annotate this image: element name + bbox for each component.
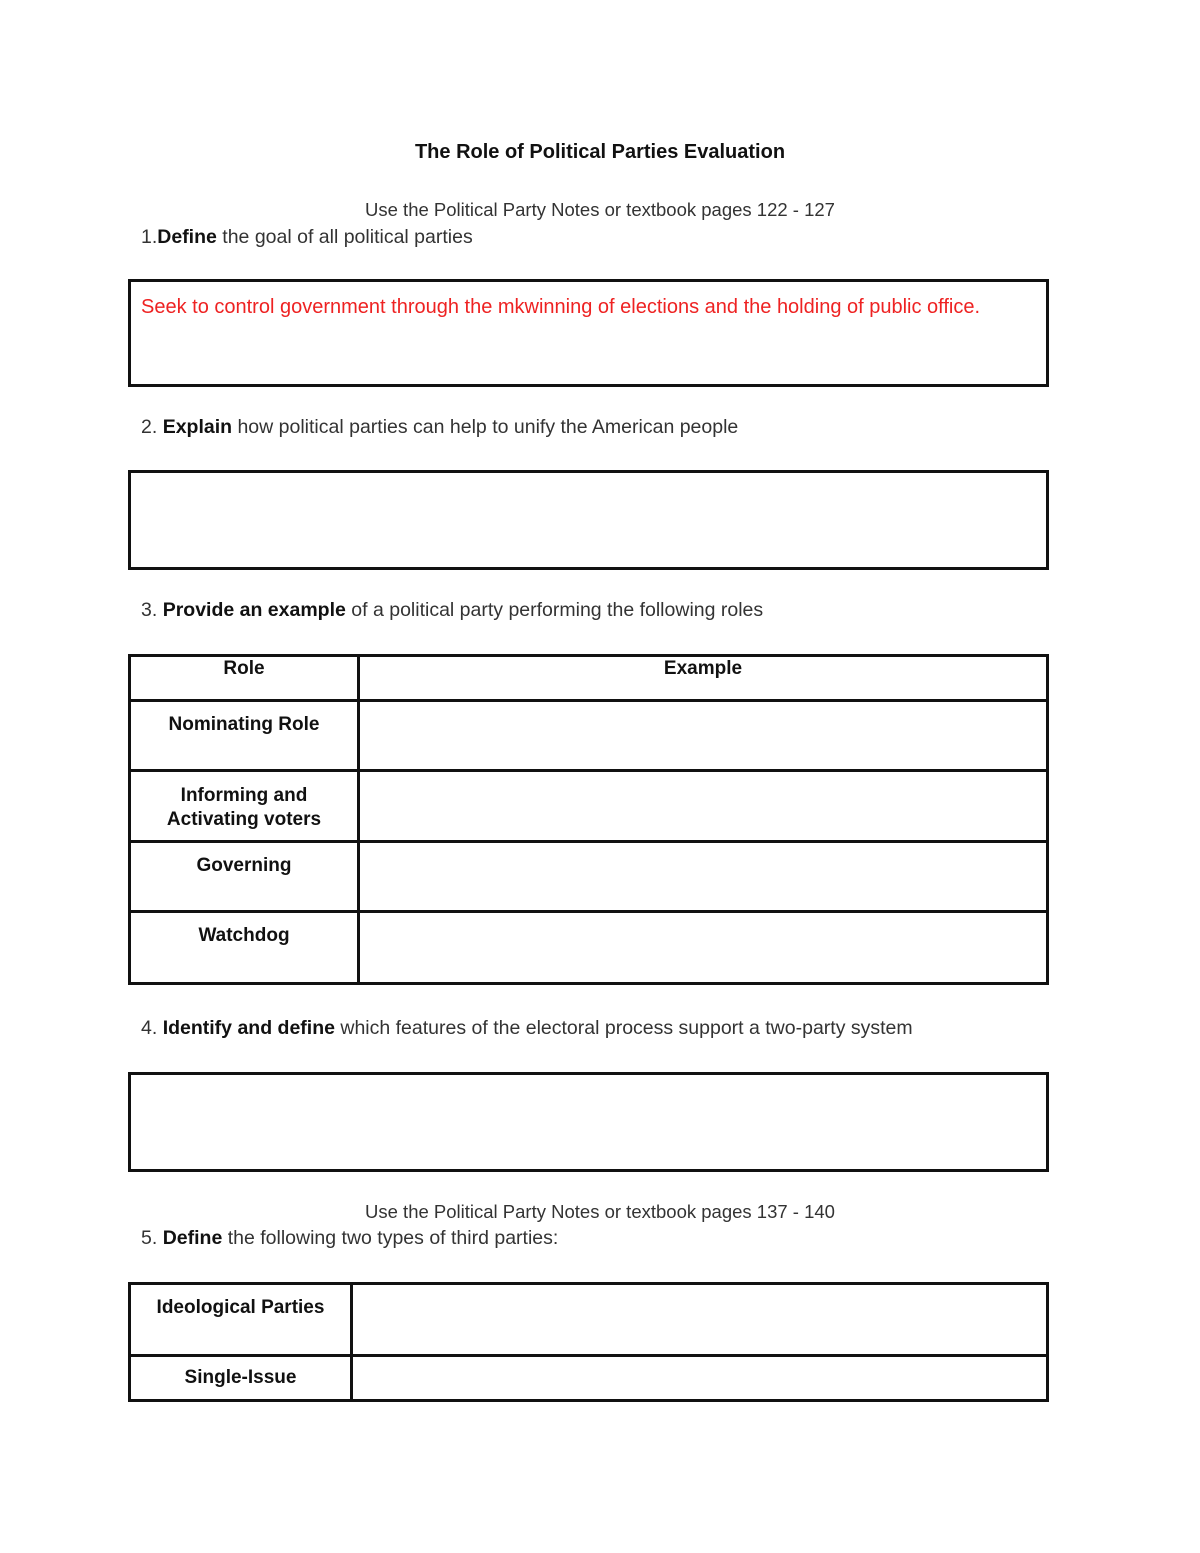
question-3 [141, 599, 763, 622]
header-role: Role [130, 656, 359, 701]
question-3-keyword: Provide an example [162, 599, 346, 621]
question-4-keyword: Identify and define [162, 1017, 335, 1039]
question-5-keyword: Define [162, 1227, 223, 1249]
example-cell-governing[interactable] [359, 842, 1048, 912]
question-5-number: 5. [141, 1227, 163, 1249]
example-cell-informing[interactable] [359, 771, 1048, 842]
role-label-informing-text: Informing and Activating voters [166, 785, 322, 830]
question-2-number: 2. [141, 416, 163, 438]
header-example: Example [359, 656, 1048, 701]
party-type-single-issue: Single-Issue [130, 1356, 352, 1401]
question-1 [141, 226, 473, 249]
question-3-number: 3. [141, 599, 163, 621]
roles-table [128, 654, 1049, 985]
answer-box-2[interactable] [128, 470, 1049, 570]
role-label-informing [130, 771, 359, 842]
question-1-number: 1. [141, 226, 158, 248]
instruction-note-1: Use the Political Party Notes or textbook pages 122 - 127 [365, 199, 835, 220]
question-4-text: which features of the electoral process support a two-party system [334, 1017, 913, 1039]
definition-cell-ideological[interactable] [352, 1284, 1048, 1356]
table-row [130, 1284, 1048, 1356]
example-cell-nominating[interactable] [359, 701, 1048, 771]
table-row [130, 771, 1048, 842]
question-5-text: the following two types of third parties: [222, 1227, 559, 1249]
table-row [130, 912, 1048, 984]
answer-box-4[interactable] [128, 1072, 1049, 1172]
question-2 [141, 416, 738, 439]
table-row [130, 701, 1048, 771]
answer-1-text: Seek to control government through the mkwinning of elections and the holding of public office. [141, 296, 981, 318]
role-label-watchdog: Watchdog [130, 912, 359, 984]
page-title: The Role of Political Parties Evaluation [414, 141, 786, 163]
definition-cell-single-issue[interactable] [352, 1356, 1048, 1401]
answer-box-1[interactable] [128, 279, 1049, 387]
role-label-nominating: Nominating Role [130, 701, 359, 771]
third-parties-table [128, 1282, 1049, 1402]
table-row [130, 1356, 1048, 1401]
question-1-text: the goal of all political parties [216, 226, 473, 248]
question-4-number: 4. [141, 1017, 163, 1039]
table-row [130, 842, 1048, 912]
party-type-ideological: Ideological Parties [130, 1284, 352, 1356]
question-1-keyword: Define [157, 226, 217, 248]
question-4 [141, 1017, 913, 1040]
question-5 [141, 1227, 558, 1250]
question-2-keyword: Explain [162, 416, 233, 438]
example-cell-watchdog[interactable] [359, 912, 1048, 984]
roles-table-header [130, 656, 1048, 701]
question-3-text: of a political party performing the following roles [345, 599, 764, 621]
question-2-text: how political parties can help to unify the American people [232, 416, 739, 438]
instruction-note-2: Use the Political Party Notes or textbook pages 137 - 140 [365, 1201, 835, 1222]
role-label-governing: Governing [130, 842, 359, 912]
